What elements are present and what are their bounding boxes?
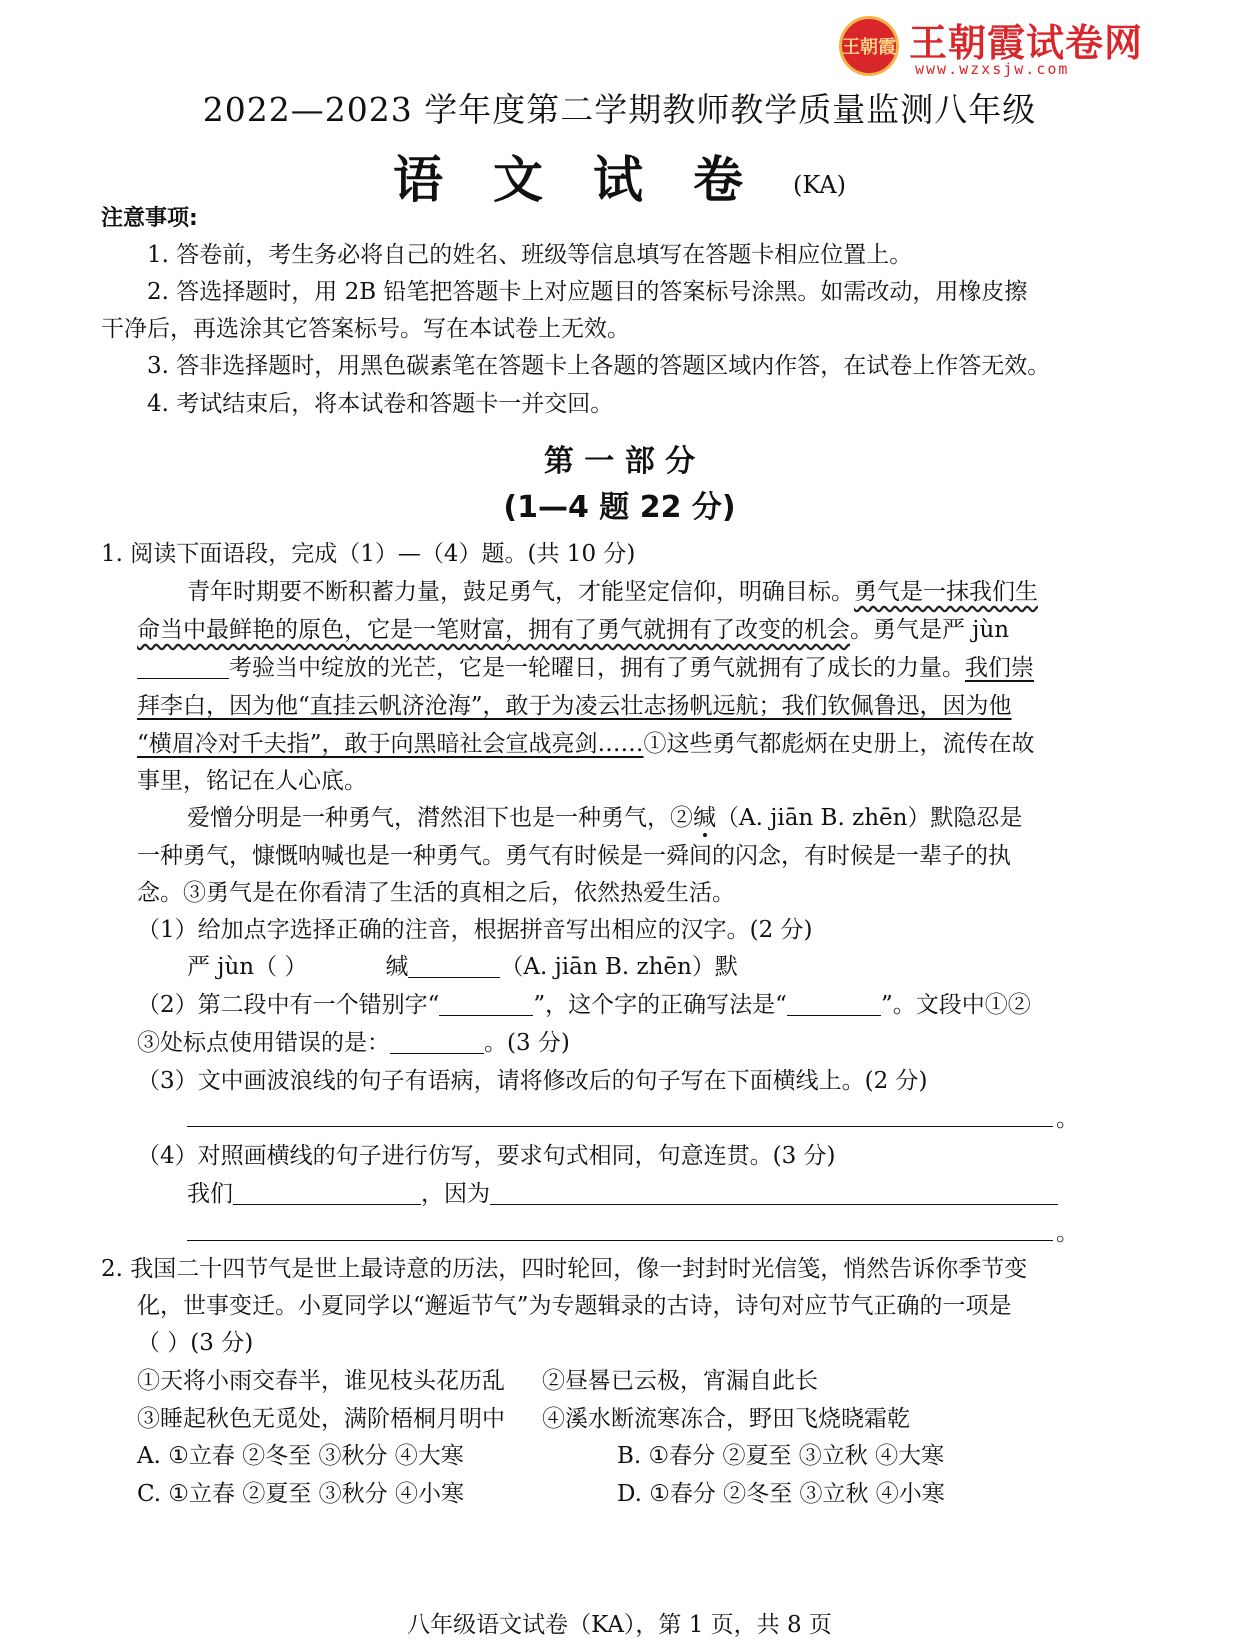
q2-poem-2: ②昼晷已云极，宵漏自此长 — [542, 1368, 818, 1394]
part-title: 第 一 部 分 — [543, 444, 696, 479]
jian-blank[interactable] — [408, 953, 500, 978]
part-subtitle: (1—4 题 22 分) — [503, 490, 736, 525]
answer-line-4[interactable] — [187, 1240, 1053, 1241]
page-footer: 八年级语文试卷（KA），第 1 页，共 8 页 — [407, 1612, 832, 1638]
notice-item-4: 4. 考试结束后，将本试卷和答题卡一并交回。 — [147, 391, 614, 417]
typo-blank[interactable] — [439, 991, 533, 1016]
notice-item-3: 3. 答非选择题时，用黑色碳素笔在答题卡上各题的答题区域内作答，在试卷上作答无效。 — [147, 353, 1051, 379]
answer-line-3[interactable] — [187, 1126, 1053, 1127]
q1-p1-line5: “横眉冷对千夫指”，敢于向黑暗社会宣战亮剑……①这些勇气都彪炳在史册上，流传在故 — [137, 731, 1035, 757]
q2-line2: 化，世事变迁。小夏同学以“邂逅节气”为专题辑录的古诗，诗句对应节气正确的一项是 — [137, 1293, 1012, 1319]
q2-poem-1: ①天将小雨交春半，谁见枝头花历乱 — [137, 1368, 505, 1394]
q1-p2-line3: 念。③勇气是在你看清了生活的真相之后，依然热爱生活。 — [137, 880, 735, 906]
q1-sub4-answer: 我们 ，因为 — [187, 1179, 1058, 1209]
version-label: (KA) — [792, 171, 846, 199]
watermark-title: 王朝霞试卷网 — [909, 21, 1144, 65]
jun-blank — [137, 654, 229, 679]
exam-title: 2022—2023 学年度第二学期教师教学质量监测八年级 — [202, 90, 1037, 129]
q2-option-b: B. ①春分 ②夏至 ③立秋 ④大寒 — [617, 1443, 945, 1469]
q1-sub2-line2: ③处标点使用错误的是： 。(3 分) — [137, 1030, 570, 1056]
q1-sub1-answer: 严 jùn（ ） 缄 （A. jiān B. zhēn）默 — [187, 954, 738, 980]
q1-stem: 1. 阅读下面语段，完成（1）—（4）题。(共 10 分) — [101, 541, 636, 567]
q1-p1-line3: 考验当中绽放的光芒，它是一轮曜日，拥有了勇气就拥有了成长的力量。我们崇 — [137, 653, 1034, 683]
notice-item-1: 1. 答卷前，考生务必将自己的姓名、班级等信息填写在答题卡相应位置上。 — [147, 242, 913, 268]
watermark-logo — [839, 12, 1159, 78]
q2-poem-3: ③睡起秋色无觅处，满阶梧桐月明中 — [137, 1406, 505, 1432]
seal-icon: 王朝霞 — [839, 16, 899, 76]
q2-line3: （ ）(3 分) — [137, 1330, 254, 1356]
q1-p2-line2: 一种勇气，慷慨呐喊也是一种勇气。勇气有时候是一舜间的闪念，有时候是一辈子的执 — [137, 843, 1011, 869]
watermark-url: www.wzxsjw.com — [915, 60, 1070, 78]
period-4: 。 — [1056, 1220, 1079, 1246]
punctuation-blank[interactable] — [390, 1029, 484, 1054]
q2-poem-4: ④溪水断流寒冻合，野田飞烧晓霜乾 — [542, 1406, 910, 1432]
q2-option-c: C. ①立春 ②夏至 ③秋分 ④小寒 — [137, 1481, 464, 1507]
q1-p1-line6: 事里，铭记在人心底。 — [137, 768, 367, 794]
notice-item-2: 2. 答选择题时，用 2B 铅笔把答题卡上对应题目的答案标号涂黑。如需改动，用橡皮擦 — [147, 279, 1028, 305]
notice-heading: 注意事项: — [101, 206, 198, 231]
q1-p1-line1: 青年时期要不断积蓄力量，鼓足勇气，才能坚定信仰，明确目标。勇气是一抹我们生 — [187, 579, 1038, 605]
q2-option-d: D. ①春分 ②冬至 ③立秋 ④小寒 — [617, 1481, 945, 1507]
q2-option-a: A. ①立春 ②冬至 ③秋分 ④大寒 — [137, 1443, 464, 1469]
notice-item-2-cont: 干净后，再选涂其它答案标号。写在本试卷上无效。 — [101, 316, 630, 342]
q1-sub3: （3）文中画波浪线的句子有语病，请将修改后的句子写在下面横线上。(2 分) — [137, 1068, 928, 1094]
q2-line1: 2. 我国二十四节气是世上最诗意的历法，四时轮回，像一封封时光信笺，悄然告诉你季节变 — [101, 1256, 1028, 1282]
q1-p2-line1: 爱憎分明是一种勇气，潸然泪下也是一种勇气，②缄（A. jiān B. zhēn）默隐忍是 — [187, 805, 1023, 831]
imitation-blank-1[interactable] — [233, 1180, 421, 1205]
q1-sub4: （4）对照画横线的句子进行仿写，要求句式相同，句意连贯。(3 分) — [137, 1143, 836, 1169]
q1-sub2: （2）第二段中有一个错别字“ ”，这个字的正确写法是“ ”。文段中①② — [137, 992, 1031, 1018]
imitation-blank-2[interactable] — [490, 1180, 1058, 1205]
q1-p1-line2: 命当中最鲜艳的原色，它是一笔财富，拥有了勇气就拥有了改变的机会。勇气是严 jùn — [137, 617, 1010, 643]
period-3: 。 — [1056, 1106, 1079, 1132]
q1-p1-line4: 拜李白，因为他“直挂云帆济沧海”，敢于为凌云壮志扬帆远航；我们钦佩鲁迅，因为他 — [137, 693, 1012, 719]
q1-sub1: （1）给加点字选择正确的注音，根据拼音写出相应的汉字。(2 分) — [137, 917, 813, 943]
correct-char-blank[interactable] — [787, 991, 881, 1016]
subject-title: 语文试卷(KA) — [392, 150, 846, 209]
